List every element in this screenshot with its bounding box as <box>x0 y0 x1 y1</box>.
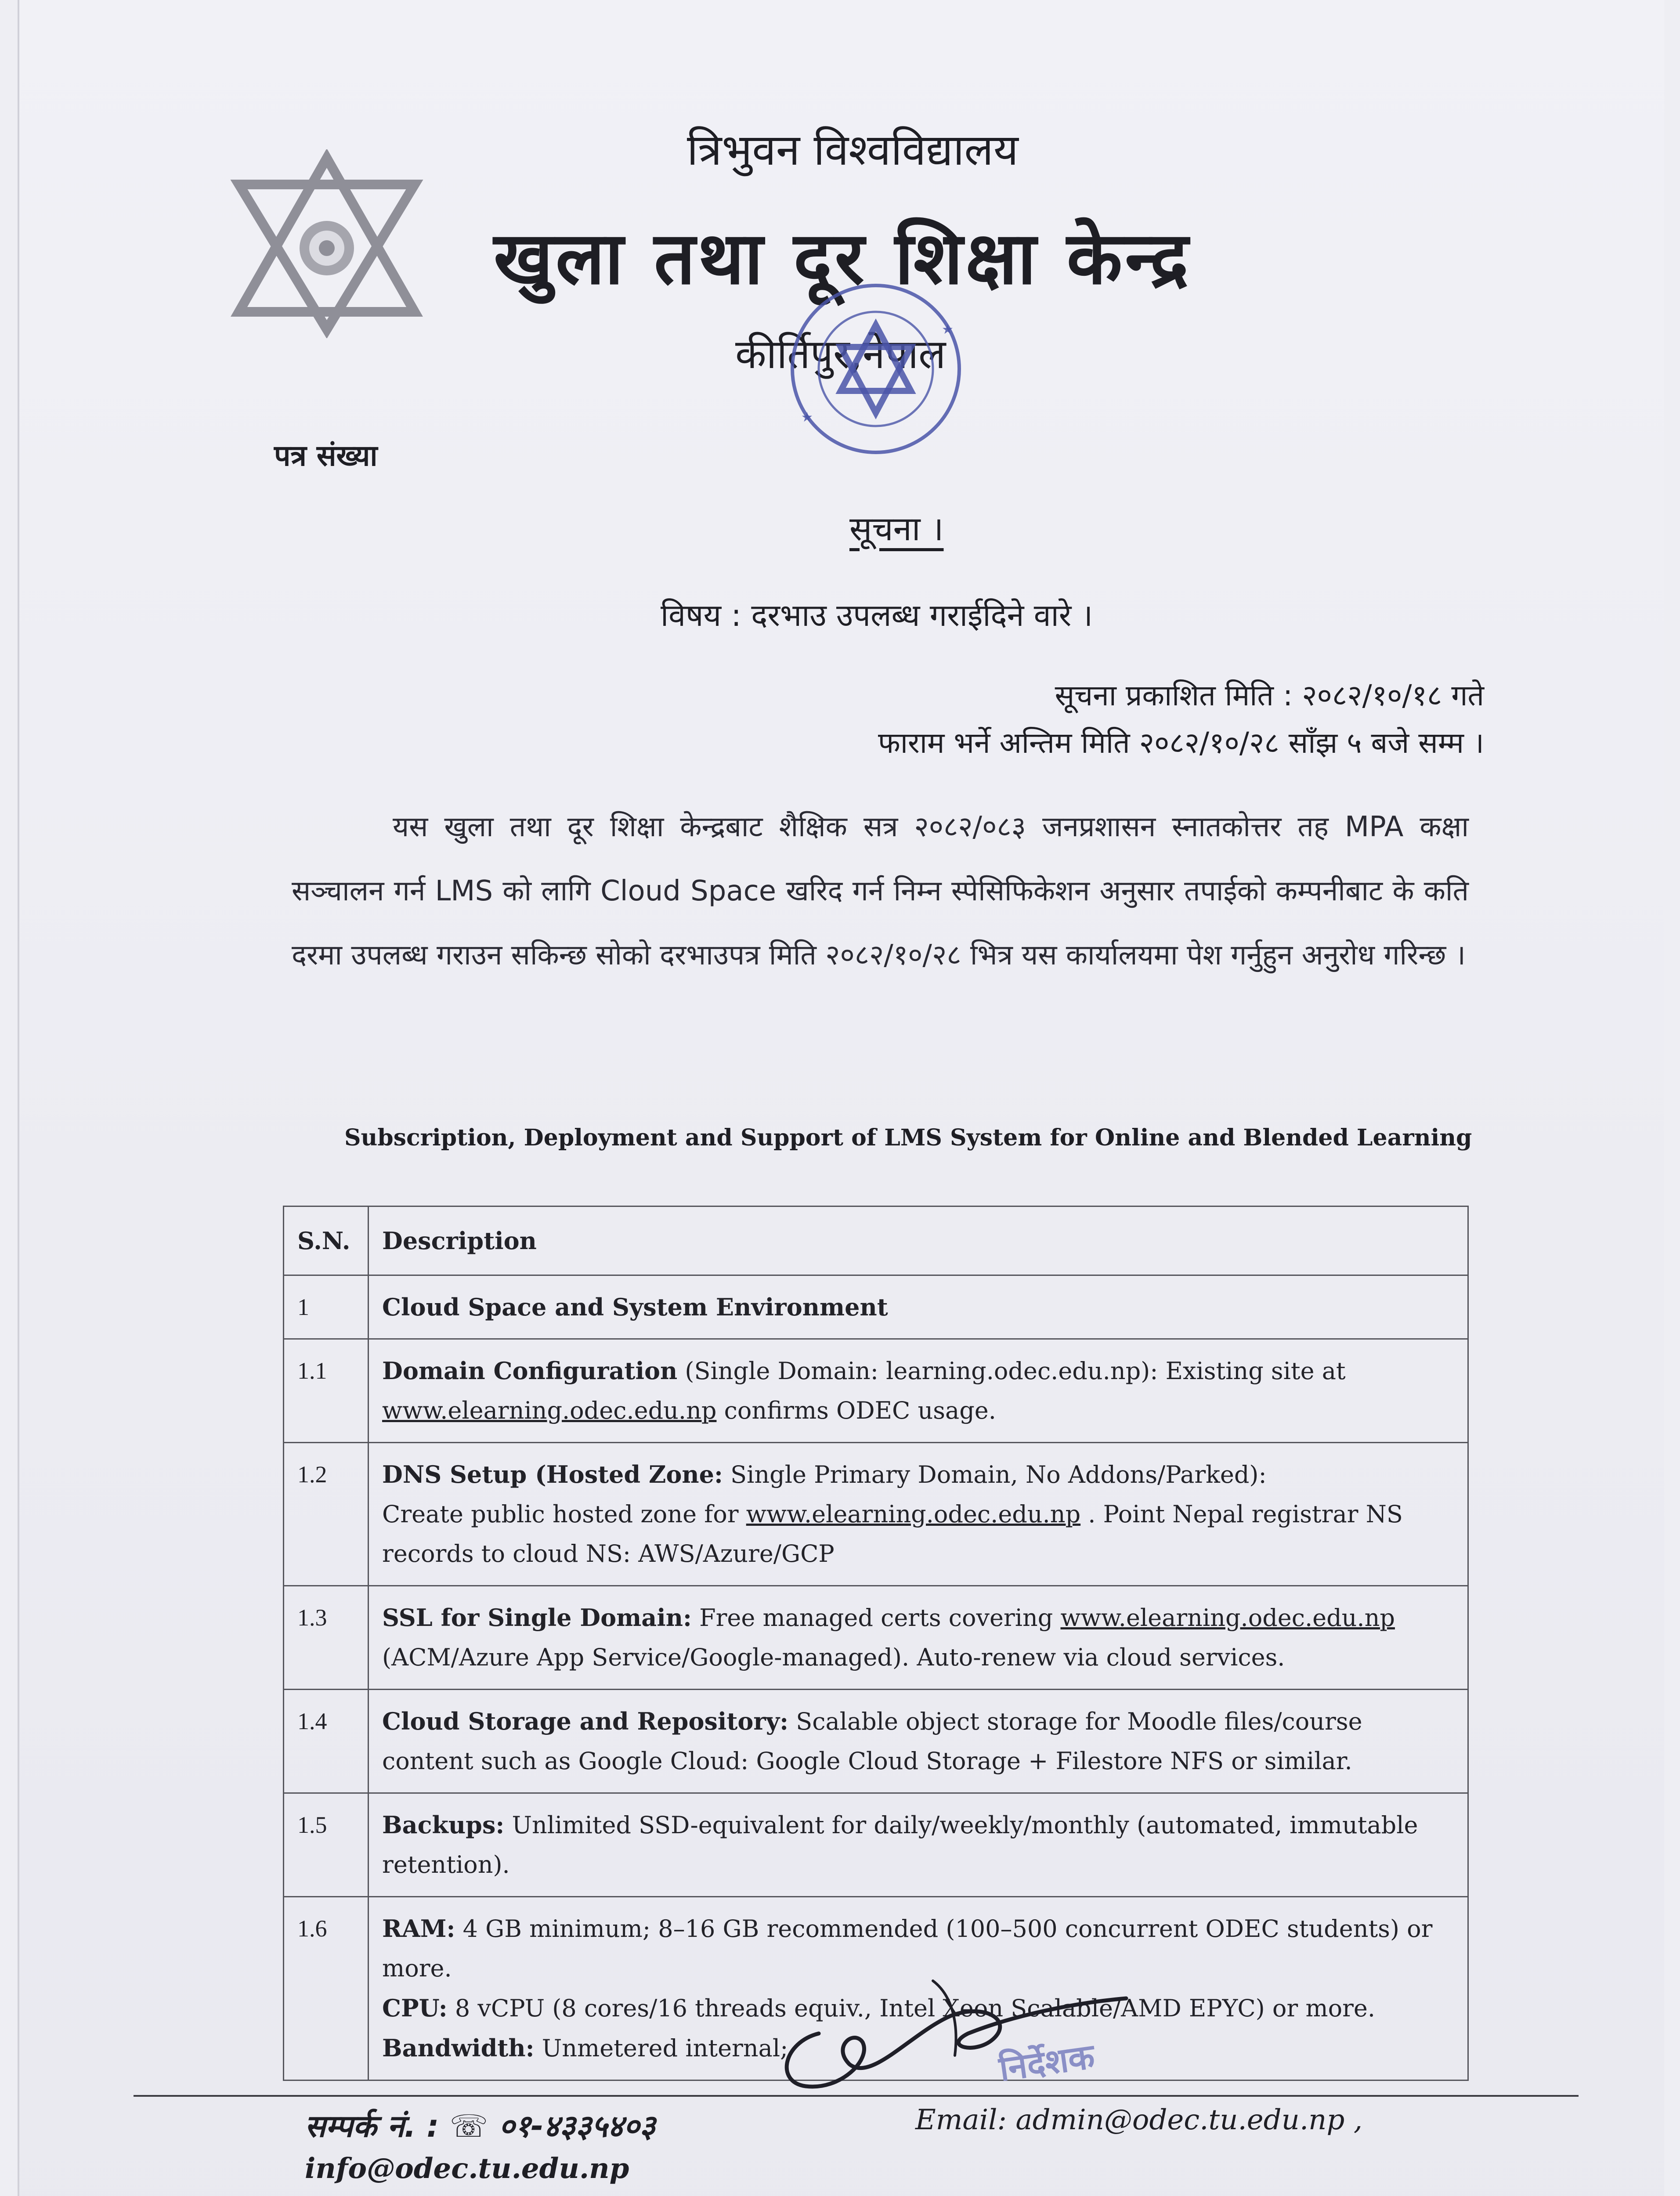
row-label: SSL for Single Domain: <box>382 1604 692 1632</box>
specification-table <box>283 1206 1469 2081</box>
notice-heading: सूचना । <box>849 509 944 548</box>
contact-number: सम्पर्क नं. : ☏ ०१-४३३५४०३ <box>305 2108 656 2144</box>
director-signature <box>766 1968 1161 2113</box>
row-text: (ACM/Azure App Service/Google-managed). Auto-renew via cloud services. <box>382 1643 1285 1671</box>
notice-body: यस खुला तथा दूर शिक्षा केन्द्रबाट शैक्षिक सत्र २०८२/०८३ जनप्रशासन स्नातकोत्तर तह MPA कक्षा सञ्चालन गर्न LMS को लागि Cloud Space खरिद गर्न निम्न स्पेसिफिकेशन अनुसार तपाईको कम्पनीबाट के कति दरमा उपलब्ध गराउन सकिन्छ सोको दरभाउपत्र मिति २०८२/१०/२८ भित्र यस कार्यालयमा पेश गर्नुहुन अनुरोध गरिन्छ । <box>292 811 1469 972</box>
row-sn: 1.1 <box>284 1339 369 1443</box>
footer-divider <box>134 2095 1579 2097</box>
deadline-date: फाराम भर्ने अन्तिम मिति २०८२/१०/२८ साँझ ५ बजे सम्म । <box>878 726 1484 760</box>
notice-subject: विषय : दरभाउ उपलब्ध गराईदिने वारे । <box>661 597 1093 633</box>
svg-text:★: ★ <box>801 410 813 425</box>
row-label: DNS Setup (Hosted Zone: <box>382 1460 723 1488</box>
row-text: (Single Domain: learning.odec.edu.np): Existing site at <box>677 1357 1346 1385</box>
row-text: Single Primary Domain, No Addons/Parked): <box>723 1461 1267 1488</box>
row-text: Unlimited SSD-equivalent for daily/weekly/monthly (automated, immutable retention). <box>382 1811 1418 1878</box>
row-sn: 1.2 <box>284 1443 369 1586</box>
row-label: CPU: <box>382 1994 448 2022</box>
row-description <box>369 1339 1468 1443</box>
site-link[interactable]: www.elearning.odec.edu.np <box>746 1500 1081 1528</box>
designation-stamp: निर्देशक <box>997 2037 1097 2089</box>
row-text: Free managed certs covering <box>691 1604 1061 1632</box>
row-sn: 1.4 <box>284 1690 369 1793</box>
contact-email[interactable]: Email: admin@odec.tu.edu.np , <box>915 2104 1363 2136</box>
table-title: Subscription, Deployment and Support of LMS System for Online and Blended Learning <box>344 1124 1472 1151</box>
svg-text:★: ★ <box>942 322 954 337</box>
university-emblem-icon <box>230 149 423 338</box>
row-text: 4 GB minimum; 8–16 GB recommended (100–500 concurrent ODEC students) or more. <box>382 1915 1433 1982</box>
table-row <box>284 1443 1468 1586</box>
document-page <box>18 0 1664 2196</box>
row-label: Domain Configuration <box>382 1357 678 1385</box>
centre-name: खुला तथा दूर शिक्षा केन्द्र <box>494 216 1191 300</box>
site-link[interactable]: www.elearning.odec.edu.np <box>382 1397 717 1424</box>
place-name: कीर्तिपुर,नेपाल <box>735 331 946 378</box>
row-text: Create public hosted zone for <box>382 1500 746 1528</box>
row-sn: 1.3 <box>284 1586 369 1690</box>
row-sn: 1 <box>284 1275 369 1339</box>
column-header-sn: S.N. <box>284 1206 369 1275</box>
reference-number-label: पत्र संख्या <box>274 439 378 473</box>
row-description <box>369 1793 1468 1897</box>
table-row <box>284 1339 1468 1443</box>
published-date: सूचना प्रकाशित मिति : २०८२/१०/१८ गते <box>1055 679 1484 712</box>
row-text: Scalable object storage for Moodle files/course content such as Google Cloud: Google Cloud Storage + Filestore NFS or similar. <box>382 1708 1362 1775</box>
notice-dates <box>878 672 1484 767</box>
row-label: RAM: <box>382 1914 455 1943</box>
row-description <box>369 1586 1468 1690</box>
row-description <box>369 1443 1468 1586</box>
row-text: 8 vCPU (8 cores/16 threads equiv., Intel Xeon Scalable/AMD EPYC) or more. <box>447 1994 1376 2022</box>
row-label: Backups: <box>382 1811 505 1839</box>
university-name: त्रिभुवन विश्वविद्यालय <box>687 125 1019 175</box>
table-header-row <box>284 1206 1468 1275</box>
table-row <box>284 1793 1468 1897</box>
column-header-description: Description <box>369 1206 1468 1275</box>
row-label: Cloud Storage and Repository: <box>382 1707 789 1735</box>
row-label: Bandwidth: <box>382 2034 535 2062</box>
table-row <box>284 1275 1468 1339</box>
table-row <box>284 1586 1468 1690</box>
row-description <box>369 1690 1468 1793</box>
row-text: Unmetered internal; <box>534 2034 788 2062</box>
info-email[interactable]: info@odec.tu.edu.np <box>305 2152 629 2185</box>
table-row <box>284 1690 1468 1793</box>
office-stamp-icon <box>744 264 990 474</box>
row-text: confirms ODEC usage. <box>716 1397 996 1424</box>
row-description: Cloud Space and System Environment <box>369 1275 1468 1339</box>
site-link[interactable]: www.elearning.odec.edu.np <box>1060 1604 1395 1632</box>
row-text: . Point Nepal registrar NS records to cloud NS: AWS/Azure/GCP <box>382 1500 1403 1568</box>
row-sn: 1.6 <box>284 1897 369 2080</box>
row-sn: 1.5 <box>284 1793 369 1897</box>
